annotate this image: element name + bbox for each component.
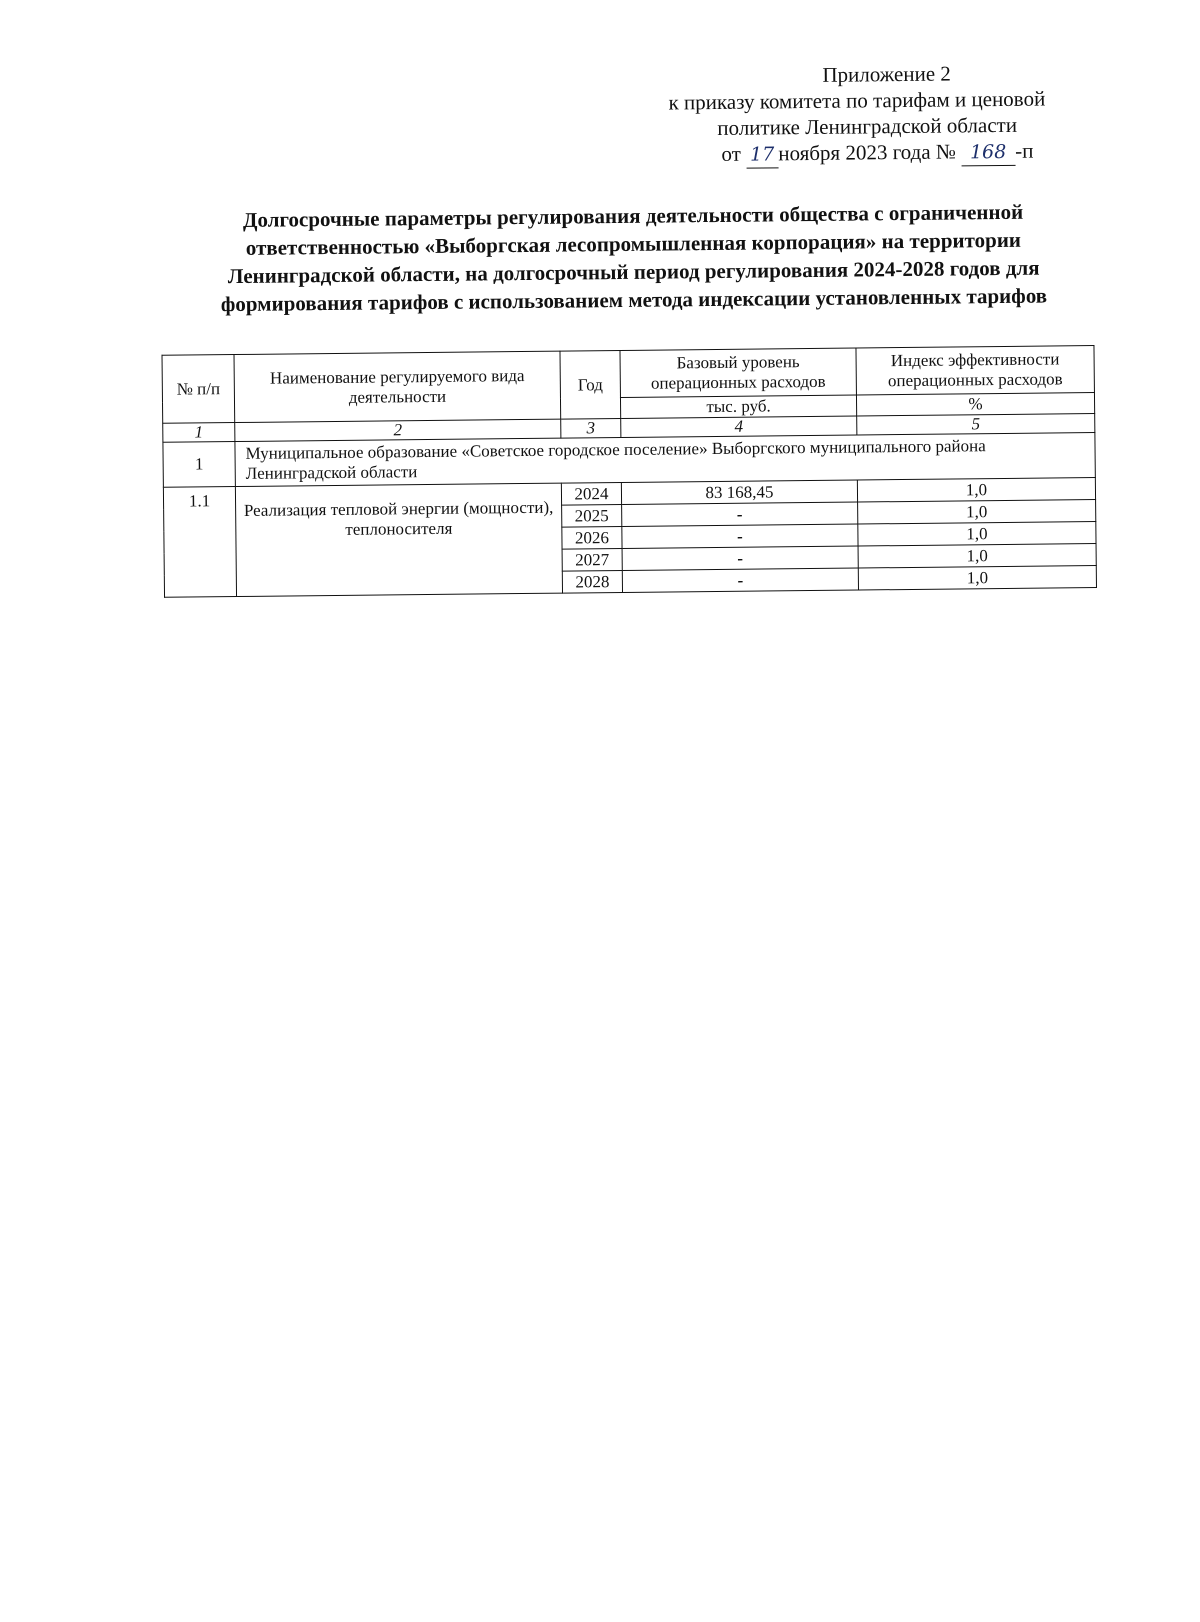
year-cell: 2025 bbox=[562, 504, 622, 527]
unit-efficiency: % bbox=[856, 393, 1094, 416]
document-title: Долгосрочные параметры регулирования деятельности общества с ограниченной ответственностью «Выборгская лесопромышленная корпорация» на территории Ленинградской области, на долгосрочный период регулирования 2024-2028 годов для формирования тарифов с использованием метода индексации установленных тарифов bbox=[220, 199, 1048, 317]
efficiency-cell: 1,0 bbox=[858, 522, 1096, 546]
year-cell: 2027 bbox=[562, 548, 622, 571]
date-month-year: ноября 2023 года № bbox=[778, 139, 957, 166]
efficiency-cell: 1,0 bbox=[858, 566, 1096, 590]
date-prefix: от bbox=[721, 141, 741, 166]
base-level-cell: - bbox=[622, 546, 858, 570]
base-level-cell: - bbox=[622, 524, 858, 548]
header-year: Год bbox=[560, 350, 621, 419]
order-reference: к приказу комитета по тарифам и ценовой bbox=[668, 86, 1046, 115]
header-base-level: Базовый уровень операционных расходов bbox=[620, 348, 856, 397]
efficiency-cell: 1,0 bbox=[858, 500, 1096, 524]
column-number: 4 bbox=[621, 416, 857, 437]
year-cell: 2028 bbox=[562, 570, 622, 593]
header-activity: Наименование регулируемого вида деятельности bbox=[234, 351, 561, 422]
column-number: 3 bbox=[561, 418, 621, 438]
column-number: 5 bbox=[857, 414, 1095, 435]
column-number: 2 bbox=[235, 419, 561, 441]
activity-name: Реализация тепловой энергии (мощности), теплоносителя bbox=[235, 483, 562, 596]
appendix-label: Приложение 2 bbox=[822, 61, 951, 87]
efficiency-cell: 1,0 bbox=[858, 544, 1096, 568]
unit-base: тыс. руб. bbox=[620, 395, 856, 418]
header-num: № п/п bbox=[162, 355, 235, 424]
order-suffix: -п bbox=[1015, 138, 1034, 163]
order-date-line bbox=[617, 137, 1097, 170]
appendix-header bbox=[616, 59, 1097, 170]
municipality-name: Муниципальное образование «Советское городское поселение» Выборгского муниципального района Ленинградской области bbox=[235, 433, 1095, 487]
committee-name: политике Ленинградской области bbox=[717, 112, 1018, 140]
handwritten-day: 17 bbox=[746, 141, 778, 168]
base-level-cell: - bbox=[622, 568, 858, 592]
header-efficiency: Индекс эффективности операционных расходов bbox=[856, 346, 1094, 395]
activity-num: 1.1 bbox=[163, 487, 236, 598]
handwritten-order-number: 168 bbox=[961, 139, 1015, 167]
municipality-num: 1 bbox=[163, 442, 235, 488]
column-number: 1 bbox=[163, 423, 235, 443]
year-cell: 2026 bbox=[562, 526, 622, 549]
base-level-cell: - bbox=[622, 502, 858, 526]
parameters-table bbox=[162, 345, 1097, 598]
efficiency-cell: 1,0 bbox=[857, 478, 1095, 502]
year-cell: 2024 bbox=[561, 482, 621, 505]
base-level-cell: 83 168,45 bbox=[621, 480, 857, 504]
